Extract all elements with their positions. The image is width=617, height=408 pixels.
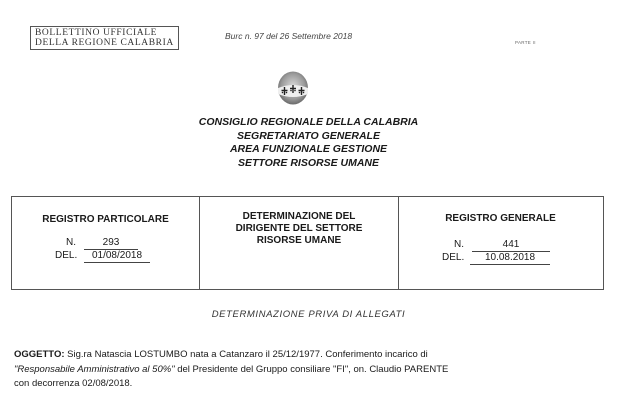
registro-generale-cell bbox=[398, 197, 603, 289]
date-label: DEL. bbox=[55, 250, 78, 261]
header-line-area: AREA FUNZIONALE GESTIONE bbox=[229, 143, 388, 155]
registro-particolare-date bbox=[55, 250, 143, 262]
subject-line-3: con decorrenza 02/08/2018. bbox=[14, 378, 133, 389]
masthead-line-2: DELLA REGIONE CALABRIA bbox=[35, 38, 174, 48]
number-label: N. bbox=[66, 237, 76, 248]
determinazione-title bbox=[200, 211, 398, 247]
registro-generale-date bbox=[442, 252, 536, 264]
registro-generale-title: REGISTRO GENERALE bbox=[445, 213, 556, 224]
determinazione-line-2: DIRIGENTE DEL SETTORE bbox=[235, 223, 363, 234]
header-line-secretariat: SEGRETARIATO GENERALE bbox=[237, 129, 380, 142]
subject-paragraph bbox=[14, 348, 574, 392]
subject-text-1: Sig.ra Natascia LOSTUMBO nata a Catanzaro il 25/12/1977. Conferimento incarico di bbox=[64, 349, 428, 360]
determinazione-line-1: DETERMINAZIONE DEL bbox=[242, 211, 356, 222]
date-value: 01/08/2018 bbox=[84, 250, 150, 263]
subject-label: OGGETTO: bbox=[14, 349, 65, 360]
subject-text-2: del Presidente del Gruppo consiliare "FI", on. Claudio PARENTE bbox=[174, 363, 449, 375]
registro-particolare-title: REGISTRO PARTICOLARE bbox=[42, 214, 169, 225]
subject-role: "Responsabile Amministrativo al 50%" bbox=[14, 363, 175, 375]
header-line-sector: SETTORE RISORSE UMANE bbox=[238, 156, 379, 169]
bulletin-reference: Burc n. 97 del 26 Settembre 2018 bbox=[225, 31, 353, 41]
number-value: 441 bbox=[472, 239, 550, 252]
determinazione-line-3: RISORSE UMANE bbox=[256, 235, 342, 246]
date-label: DEL. bbox=[442, 252, 465, 263]
registry-table bbox=[11, 196, 604, 290]
registro-particolare-number bbox=[66, 237, 120, 249]
determinazione-cell bbox=[199, 197, 399, 289]
subject-line-2 bbox=[14, 363, 574, 378]
regione-calabria-crest-icon bbox=[276, 70, 310, 106]
attachments-note: DETERMINAZIONE PRIVA DI ALLEGATI bbox=[211, 309, 406, 320]
number-label: N. bbox=[454, 239, 464, 250]
header-line-council: CONSIGLIO REGIONALE DELLA CALABRIA bbox=[198, 116, 419, 128]
subject-line-1 bbox=[14, 348, 574, 363]
bulletin-masthead bbox=[30, 26, 179, 50]
section-label: PARTE II bbox=[515, 40, 536, 45]
registro-generale-number bbox=[454, 239, 520, 251]
issuing-authority-header bbox=[0, 116, 617, 170]
number-value: 293 bbox=[84, 237, 138, 250]
date-value: 10.08.2018 bbox=[470, 252, 550, 265]
masthead-line-1: BOLLETTINO UFFICIALE bbox=[35, 28, 158, 38]
registro-particolare-cell bbox=[12, 197, 199, 289]
